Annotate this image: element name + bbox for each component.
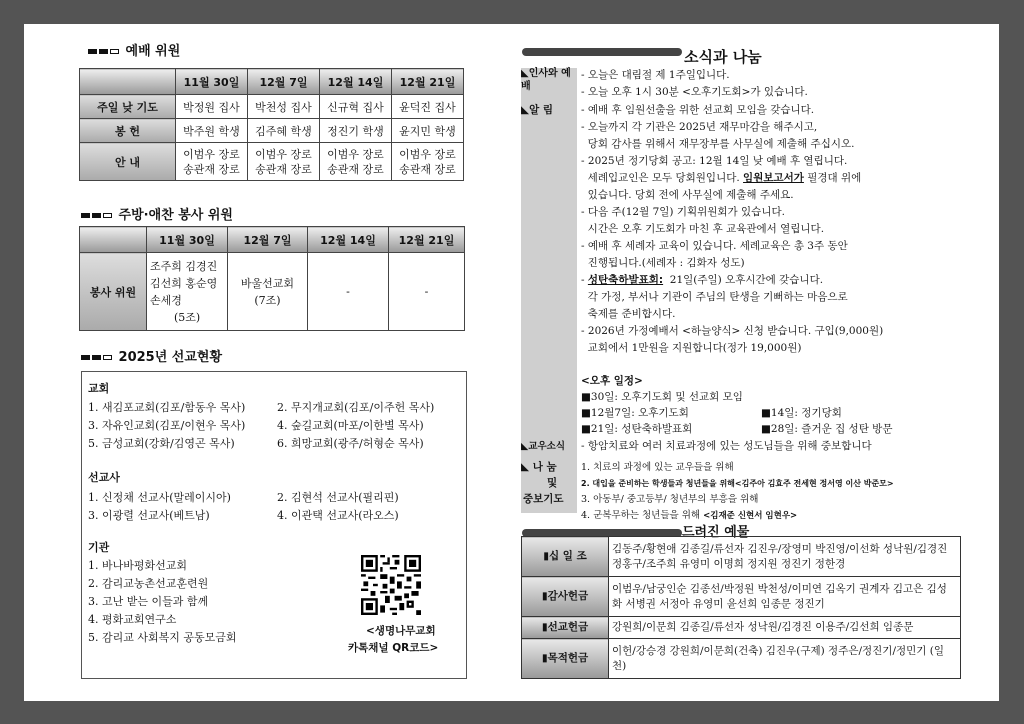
qr-caption: <생명나무교회: [366, 625, 436, 637]
list-item: 1. 새김포교회(김포/함동우 목사): [88, 401, 246, 414]
table-cell: 박주원 학생: [176, 119, 248, 143]
offering-label: ▮선교헌금: [522, 617, 609, 639]
bullet-square-icon: [110, 49, 119, 54]
date-header: 12월 14일: [320, 69, 392, 95]
table-cell: 조주희 김경진 김선희 홍순영 손세경 (5조): [147, 253, 228, 331]
notice-line: 시간은 오후 기도회가 마친 후 교육관에서 열립니다.: [581, 223, 825, 235]
table-cell: 박천성 집사: [248, 95, 320, 119]
table-cell: 박정원 집사: [176, 95, 248, 119]
notice-line: 당회 감사를 위해서 재무장부를 사무실에 제출해 주십시오.: [581, 138, 855, 150]
table-cell: 이범우 장로 송관재 장로: [248, 143, 320, 181]
offering-label: ▮목적헌금: [522, 639, 609, 679]
church-heading: 교회: [88, 382, 110, 395]
schedule-item: ■12월7일: 오후기도회: [581, 407, 689, 419]
prayer-item: 2. 대입을 준비하는 학생들과 청년들을 위해<김주아 김효주 전세현 정서영 이산 박준모>: [581, 479, 894, 488]
offering-names: 이헌/강승경 강원희/이문희(건축) 김진우(구제) 정주은/정진기/정민기 (일천): [609, 639, 961, 679]
table-cell: 이범우 장로 송관재 장로: [176, 143, 248, 181]
table-cell: 윤지민 학생: [392, 119, 464, 143]
notice-line: - 성탄축하발표회: 21일(주일) 오후시간에 갖습니다.: [581, 274, 824, 286]
notice-line: - 2025년 정기당회 공고: 12월 14일 낮 예배 후 열립니다.: [581, 155, 848, 167]
bullet-square-icon: [92, 213, 101, 218]
table-corner: [80, 227, 147, 253]
offering-names: 이범우/남궁인순 김종선/박정원 박천성/이미연 김옥기 권계자 김고은 김성화 서병권 서정아 유영미 윤선희 임종문 정진기: [609, 577, 961, 617]
notice-line: - 예배 후 세례자 교육이 있습니다. 세례교육은 총 3주 동안: [581, 240, 848, 252]
list-item: 4. 숲길교회(마포/이한별 목사): [277, 419, 424, 432]
table-cell: 윤덕진 집사: [392, 95, 464, 119]
prayer-item: 3. 아동부/ 중고등부/ 청년부의 부흥을 위해: [581, 494, 759, 505]
list-item: 6. 희망교회(광주/허형순 목사): [277, 437, 424, 450]
table-cell: 바울선교회 (7조): [228, 253, 308, 331]
offering-label: ▮십 일 조: [522, 537, 609, 577]
row-label-usher: 안 내: [80, 143, 176, 181]
date-header: 11월 30일: [176, 69, 248, 95]
greeting-line: - 오늘은 대림절 제 1주일입니다.: [581, 69, 730, 81]
title-bar: [522, 48, 682, 56]
offering-names: 강원희/이문희 김종길/류선자 성낙원/김경진 이용주/김선희 임종문: [609, 617, 961, 639]
list-item: 2. 감리교농촌선교훈련원: [88, 577, 209, 590]
bullet-square-icon: [99, 49, 108, 54]
category-prayer: ◣ 나 눔: [521, 461, 557, 473]
org-heading: 기관: [88, 541, 110, 554]
table-cell: 정진기 학생: [320, 119, 392, 143]
list-item: 3. 고난 받는 이들과 함께: [88, 595, 209, 608]
notice-line: 각 가정, 부서나 기관이 주님의 탄생을 기뻐하는 마음으로: [581, 291, 848, 303]
notice-line: 있습니다. 당회 전에 사무실에 제출해 주세요.: [581, 189, 794, 201]
list-item: 3. 자유인교회(김포/이현우 목사): [88, 419, 246, 432]
list-item: 4. 이관택 선교사(라오스): [277, 509, 399, 522]
kitchen-table: [79, 226, 465, 331]
table-cell: 이범우 장로 송관재 장로: [320, 143, 392, 181]
notice-line: 축제를 준비합시다.: [581, 308, 676, 320]
bullet-square-icon: [81, 213, 90, 218]
schedule-item: ■14일: 정기당회: [761, 407, 842, 419]
category-member: ◣교우소식: [521, 441, 566, 452]
notice-line: 세례입교인은 모두 당회원입니다. 임원보고서가 필경대 위에: [581, 172, 862, 184]
category-greeting: ◣인사와 예배: [521, 68, 571, 92]
prayer-item: 1. 치료의 과정에 있는 교우들을 위해: [581, 462, 734, 473]
list-item: 1. 바나바평화선교회: [88, 559, 187, 572]
row-label-service: 봉사 위원: [80, 253, 147, 331]
date-header: 12월 14일: [308, 227, 389, 253]
schedule-item: ■30일: 오후기도회 및 선교회 모임: [581, 391, 743, 403]
news-title: 소식과 나눔: [684, 48, 762, 66]
bullet-square-icon: [81, 355, 90, 360]
date-header: 12월 21일: [389, 227, 465, 253]
mission-box: [81, 371, 467, 679]
bullet-square-icon: [92, 355, 101, 360]
category-prayer: 및: [547, 477, 558, 489]
list-item: 1. 신정채 선교사(말레이시아): [88, 491, 231, 504]
mission-section-title: 2025년 선교현황: [81, 346, 222, 365]
schedule-item: ■28일: 즐거운 집 성탄 방문: [761, 423, 893, 435]
table-cell: 이범우 장로 송관재 장로: [392, 143, 464, 181]
date-header: 12월 7일: [228, 227, 308, 253]
qr-caption: 카톡채널 QR코드>: [348, 642, 439, 654]
bullet-square-icon: ◣: [521, 68, 529, 79]
category-prayer: 중보기도: [523, 493, 564, 505]
prayer-item: 4. 군복무하는 청년들을 위해 <김재준 신현서 임현우>: [581, 510, 798, 521]
greeting-line: - 오늘 오후 1시 30분 <오후기도회>가 있습니다.: [581, 86, 808, 98]
notice-line: - 다음 주(12월 7일) 기획위원회가 있습니다.: [581, 206, 785, 218]
notice-line: 교회에서 1만원을 지원합니다(정가 19,000원): [581, 342, 802, 354]
table-cell: 김주혜 학생: [248, 119, 320, 143]
bulletin-page: [24, 24, 999, 701]
bullet-square-icon: [88, 49, 97, 54]
list-item: 5. 감리교 사회복지 공동모금회: [88, 631, 237, 644]
table-cell: 신규혁 집사: [320, 95, 392, 119]
qr-code-icon[interactable]: [361, 555, 421, 615]
list-item: 2. 김현석 선교사(필리핀): [277, 491, 399, 504]
list-item: 3. 이광렬 선교사(베트남): [88, 509, 210, 522]
table-cell: -: [389, 253, 465, 331]
category-notice: ◣알 림: [521, 104, 554, 116]
table-cell: -: [308, 253, 389, 331]
list-item: 2. 무지개교회(김포/이주헌 목사): [277, 401, 435, 414]
bullet-square-icon: [103, 355, 112, 360]
date-header: 12월 7일: [248, 69, 320, 95]
date-header: 12월 21일: [392, 69, 464, 95]
missionary-heading: 선교사: [88, 471, 120, 484]
list-item: 5. 금성교회(강화/김영곤 목사): [88, 437, 235, 450]
row-label-prayer: 주일 낮 기도: [80, 95, 176, 119]
worship-section-title: 예배 위원: [88, 40, 180, 59]
offering-table: [521, 536, 961, 679]
schedule-item: ■21일: 성탄축하발표회: [581, 423, 693, 435]
list-item: 4. 평화교회연구소: [88, 613, 177, 626]
offering-names: 김동주/황현애 김종길/류선자 김진우/장영미 박진영/이선화 성낙원/김경진 정홍구/조주희 유영미 이명희 정지원 정진기 정한경: [609, 537, 961, 577]
row-label-offering: 봉 헌: [80, 119, 176, 143]
notice-line: 진행됩니다.(세례자 : 김화자 성도): [581, 257, 745, 269]
notice-line: - 2026년 가정예배서 <하늘양식> 신청 받습니다. 구입(9,000원): [581, 325, 884, 337]
date-header: 11월 30일: [147, 227, 228, 253]
notice-line: - 오늘까지 각 기관은 2025년 재무마감을 해주시고,: [581, 121, 818, 133]
kitchen-section-title: 주방·애찬 봉사 위원: [81, 204, 233, 223]
worship-table: [79, 68, 464, 181]
offering-title: 드려진 예물: [682, 525, 750, 540]
notice-line: - 예배 후 임원선출을 위한 선교회 모임을 갖습니다.: [581, 104, 815, 116]
offering-label: ▮감사헌금: [522, 577, 609, 617]
afternoon-title: <오후 일정>: [581, 375, 643, 387]
table-corner: [80, 69, 176, 95]
bullet-square-icon: [103, 213, 112, 218]
member-news: - 항암치료와 여러 치료과정에 있는 성도님들을 위해 중보합니다: [581, 440, 872, 452]
